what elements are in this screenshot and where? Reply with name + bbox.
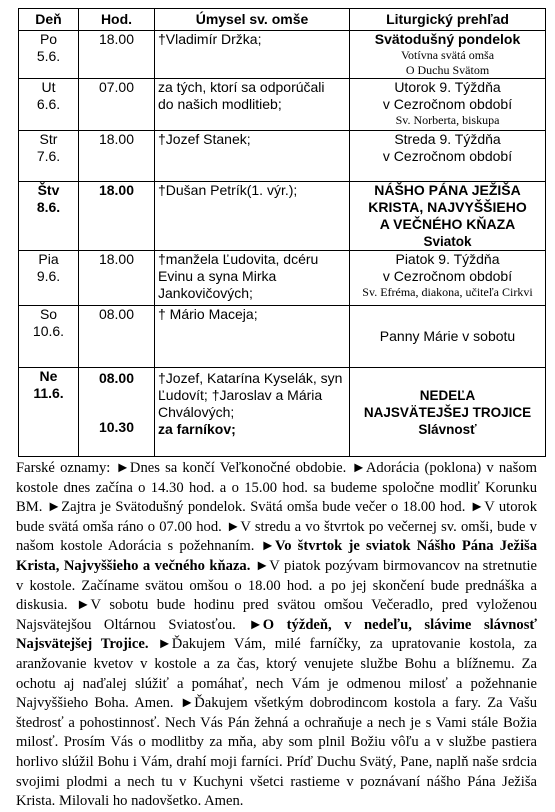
day-text: Str: [39, 131, 58, 147]
announcement-text: ►Adorácia (poklona) v našom kostole dnes začína o 14.30 hod. a o 15.00 hod. sa budeme spoločne modliť Korunku BM.: [16, 460, 537, 516]
liturgy-text: v Cezročnom období: [382, 268, 513, 284]
day-cell: [19, 131, 79, 182]
liturgy-cell: [350, 251, 546, 306]
announcement-text: ►O týždeň, v nedeľu, slávime slávnosť Najsvätejšej Trojice.: [16, 616, 537, 653]
liturgy-cell: [350, 368, 546, 457]
intention-cell: [155, 79, 350, 131]
day-cell: [19, 251, 79, 306]
intention-cell: [155, 251, 350, 306]
intention-text: za farníkov;: [158, 421, 236, 437]
intention-cell: [155, 306, 350, 368]
hour-cell: [79, 182, 155, 251]
day-cell: [19, 31, 79, 79]
day-text: 9.6.: [36, 268, 61, 284]
liturgy-text: Slávnosť: [418, 421, 477, 437]
liturgy-text: O Duchu Svätom: [405, 63, 490, 77]
hour-text: 18.00: [98, 131, 135, 147]
table-row: [19, 79, 546, 131]
day-text: Ne: [39, 368, 58, 384]
liturgy-cell: [350, 79, 546, 131]
day-cell: [19, 79, 79, 131]
liturgy-text: v Cezročnom období: [382, 96, 513, 112]
liturgy-cell: [350, 131, 546, 182]
announcement-text: ►V piatok pozývam birmovancov na stretnutie v kostole. Začíname svätou omšou o 18.00 hod. a po jej skončení bude prednáška a diskusia.: [16, 557, 537, 614]
day-cell: [19, 306, 79, 368]
liturgy-text: Piatok 9. Týždňa: [395, 251, 500, 267]
intention-text: do našich modlitieb;: [158, 96, 282, 112]
hour-text: 10.30: [98, 419, 135, 435]
announcement-text: Farské oznamy:: [16, 460, 116, 476]
intention-text: Chválových;: [158, 404, 235, 420]
intention-text: †Jozef Stanek;: [158, 131, 251, 147]
hour-text: 07.00: [98, 79, 135, 95]
liturgy-text: NAJSVÄTEJŠEJ TROJICE: [363, 404, 532, 420]
intention-text: †Jozef, Katarína Kyselák, syn: [158, 370, 343, 386]
day-text: 8.6.: [36, 199, 61, 215]
announcement-text: ►V sobotu bude hodinu pred svätou omšou Večeradlo, pred vyloženou Najsvätejšou Oltárnou Sviatosťou.: [16, 597, 537, 633]
hour-text: 18.00: [98, 31, 135, 47]
liturgy-text: Svätodušný pondelok: [374, 31, 521, 47]
header-day: Deň: [19, 9, 79, 31]
hour-cell: [79, 368, 155, 457]
liturgy-text: A VEČNÉHO KŇAZA: [379, 216, 516, 232]
intention-text: †Vladimír Držka;: [158, 31, 262, 47]
liturgy-cell: [350, 182, 546, 251]
intention-cell: [155, 182, 350, 251]
announcement-text: ►Ďakujem všetkým dobrodincom kostola a fary. Za Vašu štedrosť a pohostinnosť. Nech Vás Pán žehná a ochraňuje a nech je s Vami stále Božia milosť. Prosím Vás o modlitby za mňa, aby som plnil Božiu vôľu a v službe pastiera horlivo slúžil Bohu i Vám, drahí moji farníci. Príď Duchu Svätý, Pane, naplň naše srdcia svojimi plodmi a nech tu v Kuchyni všetci rastieme v poznávaní nášho Pána Ježiša Krista. Milovali ho nadovšetko. Amen.: [16, 695, 537, 810]
day-text: 10.6.: [32, 323, 65, 339]
intention-text: Evinu a syna Mirka: [158, 268, 277, 284]
hour-cell: [79, 79, 155, 131]
liturgy-text: Sv. Norberta, biskupa: [395, 113, 500, 127]
liturgy-text: Votívna svätá omša: [400, 48, 495, 62]
hour-cell: [79, 131, 155, 182]
hour-text: 08.00: [98, 306, 135, 322]
announcement-text: ►Zajtra je Svätodušný pondelok. Svätá omša bude večer o 18.00 hod.: [46, 499, 470, 516]
table-row: [19, 306, 546, 368]
day-cell: [19, 368, 79, 457]
intention-text: †Dušan Petrík(1. výr.);: [158, 182, 298, 198]
day-text: So: [39, 306, 58, 322]
announcement-text: ►V stredu a vo štvrtok po večernej sv. omši, bude v našom kostole Adorácia s požehnaním.: [16, 518, 537, 555]
day-text: 11.6.: [33, 385, 64, 401]
hour-cell: [79, 31, 155, 79]
liturgy-text: v Cezročnom období: [382, 148, 513, 164]
liturgy-text: NÁŠHO PÁNA JEŽIŠA: [374, 182, 521, 198]
intention-cell: [155, 368, 350, 457]
intention-text: †manžela Ľudovita, dcéru: [158, 251, 319, 267]
parish-announcements: [16, 459, 537, 812]
mass-schedule-table: [18, 8, 546, 457]
liturgy-text: Utorok 9. Týždňa: [394, 79, 501, 95]
day-text: 7.6.: [36, 148, 61, 164]
header-hour: Hod.: [79, 9, 155, 31]
liturgy-text: NEDEĽA: [419, 387, 476, 403]
liturgy-text: KRISTA, NAJVYŠŠIEHO: [368, 199, 527, 215]
day-cell: [19, 182, 79, 251]
day-text: Štv: [37, 182, 60, 198]
liturgy-text: Streda 9. Týždňa: [394, 131, 501, 147]
intention-text: Jankovičových;: [158, 285, 253, 301]
hour-cell: [79, 251, 155, 306]
table-row: [19, 251, 546, 306]
liturgy-text: Sv. Efréma, diakona, učiteľa Cirkvi: [362, 285, 533, 299]
intention-cell: [155, 131, 350, 182]
day-text: Pia: [38, 251, 59, 267]
announcement-text: ►V utorok bude svätá omša ráno o 07.00 hod.: [16, 499, 537, 535]
day-text: 5.6.: [36, 48, 61, 64]
hour-cell: [79, 306, 155, 368]
table-header-row: [19, 9, 546, 31]
announcement-text: ►Ďakujem Vám, milé farníčky, za upratovanie kostola, za aranžovanie kvetov v kostole a za čas, ktorý venujete službe Bohu a blížnemu. Za ochotu aj naďalej slúžiť a pomáhať, nech Vám je odmenou milosť a požehnanie Najvyššieho Boha. Amen.: [16, 636, 537, 712]
table-row: [19, 31, 546, 79]
intention-cell: [155, 31, 350, 79]
hour-text: 18.00: [98, 251, 135, 267]
liturgy-text: Panny Márie v sobotu: [379, 328, 516, 344]
hour-text: 18.00: [98, 182, 135, 198]
table-row: [19, 182, 546, 251]
liturgy-text: Sviatok: [423, 234, 472, 249]
table-row: [19, 131, 546, 182]
announcement-text: ►Vo štvrtok je sviatok Nášho Pána Ježiša Krista, Najvyššieho a večného kňaza.: [16, 538, 537, 574]
liturgy-cell: [350, 31, 546, 79]
intention-text: Ľudovít; †Jaroslav a Mária: [158, 387, 323, 403]
header-intention: Úmysel sv. omše: [155, 9, 350, 31]
hour-text: 08.00: [98, 370, 135, 386]
day-text: Ut: [41, 79, 56, 95]
intention-text: † Mário Maceja;: [158, 306, 258, 322]
intention-text: za tých, ktorí sa odporúčali: [158, 79, 325, 95]
day-text: Po: [39, 31, 58, 47]
day-text: 6.6.: [36, 96, 61, 112]
table-row: [19, 368, 546, 457]
header-liturgy: Liturgický prehľad: [350, 9, 546, 31]
announcement-text: ►Dnes sa končí Veľkonočné obdobie.: [115, 460, 352, 476]
liturgy-cell: [350, 306, 546, 368]
